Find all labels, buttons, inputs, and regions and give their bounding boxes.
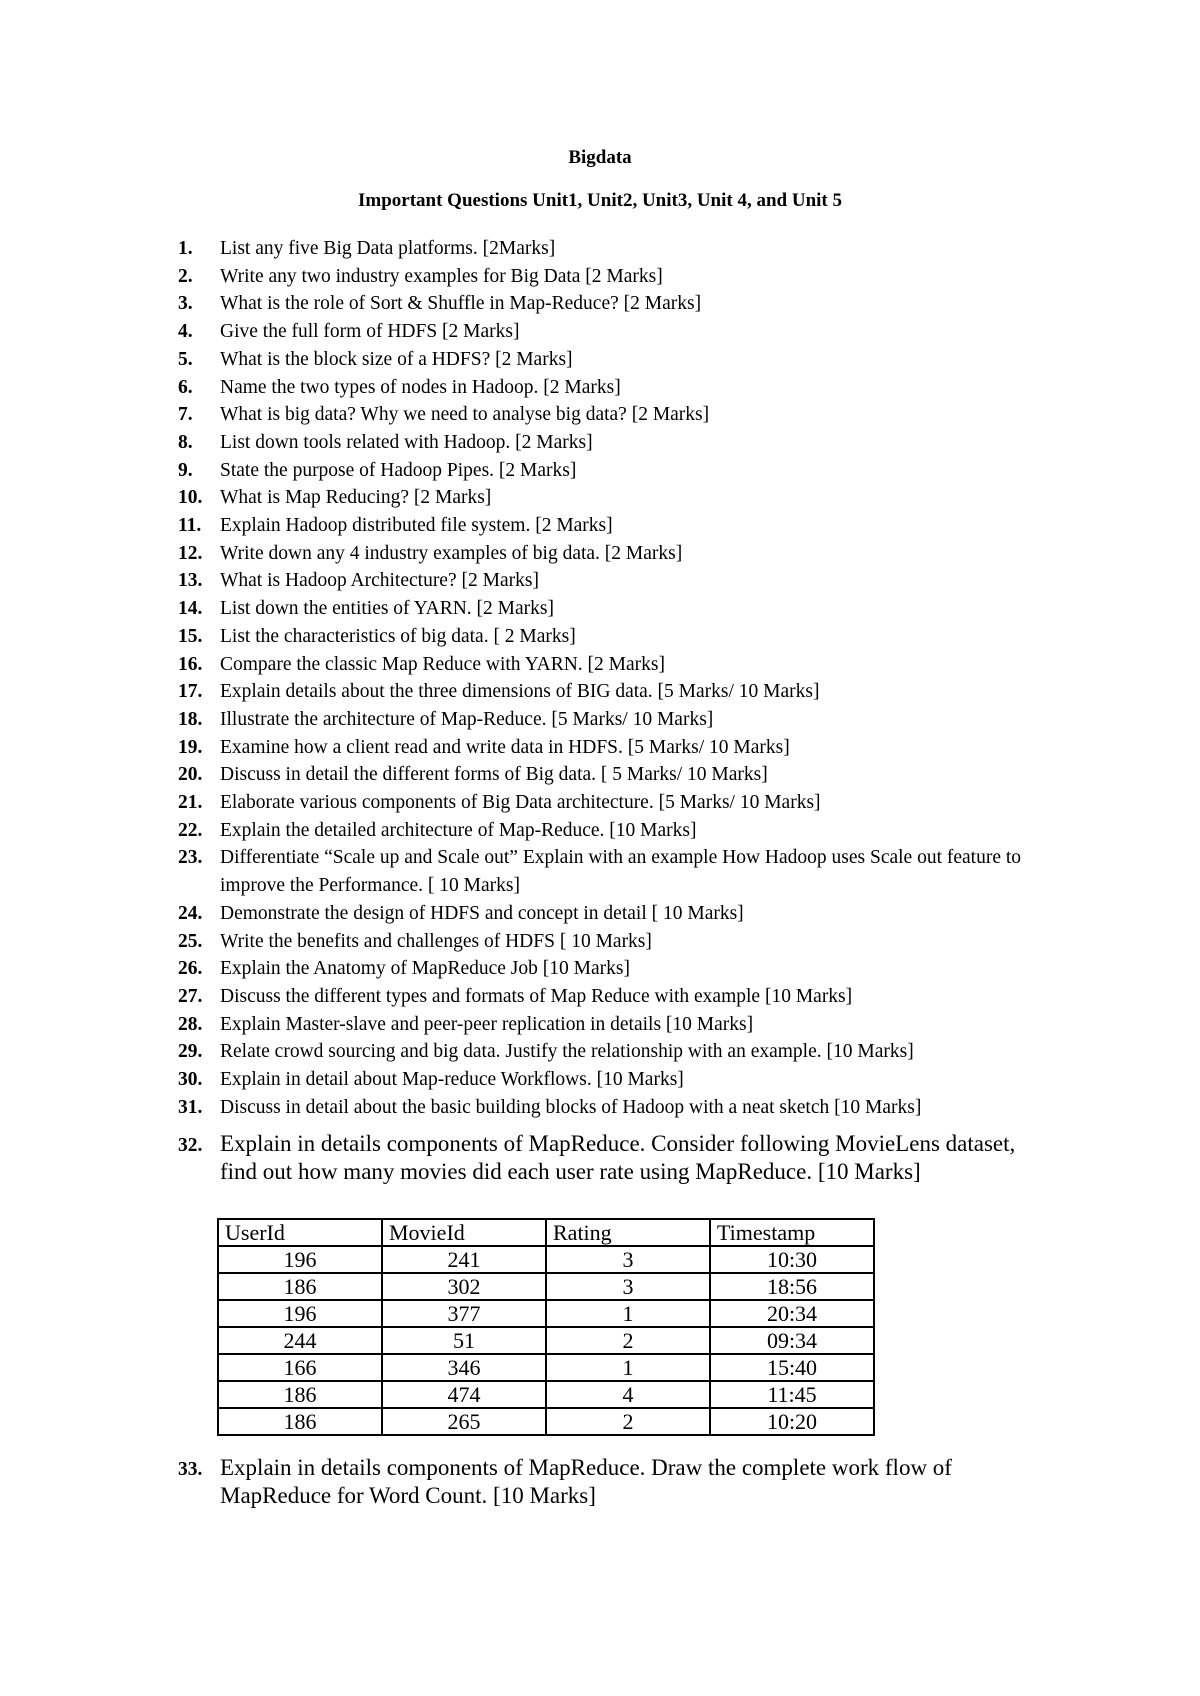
question-number: 24. — [178, 902, 203, 924]
table-cell: 196 — [218, 1300, 382, 1327]
list-item — [178, 457, 1058, 485]
question-number: 8. — [178, 431, 193, 453]
question-33 — [178, 1454, 1058, 1510]
list-item — [178, 290, 1058, 318]
question-number: 33. — [178, 1459, 203, 1480]
list-item — [178, 484, 1058, 512]
table-cell: 241 — [382, 1246, 546, 1273]
table-cell: 11:45 — [710, 1381, 874, 1408]
table-cell: 09:34 — [710, 1327, 874, 1354]
list-item — [178, 734, 1058, 762]
list-item — [178, 817, 1058, 845]
question-number: 5. — [178, 348, 193, 370]
question-text: Examine how a client read and write data in HDFS. [5 Marks/ 10 Marks] — [220, 736, 790, 758]
list-item — [178, 429, 1058, 457]
question-text: State the purpose of Hadoop Pipes. [2 Marks] — [220, 459, 577, 481]
table-row — [218, 1300, 874, 1327]
question-text: Write any two industry examples for Big Data [2 Marks] — [220, 265, 663, 287]
question-number: 16. — [178, 653, 203, 675]
question-number: 22. — [178, 819, 203, 841]
document-title: Bigdata — [568, 147, 632, 168]
question-number: 28. — [178, 1013, 203, 1035]
question-text: Explain in detail about Map-reduce Workflows. [10 Marks] — [220, 1069, 684, 1091]
question-number: 25. — [178, 930, 203, 952]
question-text: Elaborate various components of Big Data architecture. [5 Marks/ 10 Marks] — [220, 792, 821, 814]
question-text: Explain the detailed architecture of Map-Reduce. [10 Marks] — [220, 819, 697, 841]
list-item — [178, 263, 1058, 291]
list-item — [178, 761, 1058, 789]
header-rating: Rating — [546, 1219, 710, 1246]
question-number: 2. — [178, 265, 193, 287]
question-text: What is big data? Why we need to analyse big data? [2 Marks] — [220, 404, 710, 426]
list-item — [178, 512, 1058, 540]
list-item — [178, 844, 1058, 899]
question-32 — [178, 1130, 1058, 1186]
question-text: List down the entities of YARN. [2 Marks] — [220, 598, 554, 620]
table-body — [218, 1246, 874, 1435]
question-text: Differentiate “Scale up and Scale out” Explain with an example How Hadoop uses Scale out feature to improve the Performance. [ 10 Marks] — [220, 847, 1022, 897]
list-item — [178, 374, 1058, 402]
table-cell: 10:20 — [710, 1408, 874, 1435]
table-cell: 15:40 — [710, 1354, 874, 1381]
list-item — [178, 1011, 1058, 1039]
list-item — [178, 983, 1058, 1011]
question-text: Discuss in detail the different forms of Big data. [ 5 Marks/ 10 Marks] — [220, 764, 768, 786]
document-subtitle: Important Questions Unit1, Unit2, Unit3, Unit 4, and Unit 5 — [357, 190, 843, 211]
list-item — [178, 900, 1058, 928]
question-number: 30. — [178, 1069, 203, 1091]
table-row — [218, 1381, 874, 1408]
list-item — [178, 651, 1058, 679]
question-number: 7. — [178, 404, 193, 426]
table-header-row — [218, 1219, 874, 1246]
question-number: 12. — [178, 542, 203, 564]
question-text: Explain the Anatomy of MapReduce Job [10 Marks] — [220, 958, 630, 980]
question-text: Demonstrate the design of HDFS and concept in detail [ 10 Marks] — [220, 902, 744, 924]
list-item — [178, 346, 1058, 374]
question-number: 9. — [178, 459, 193, 481]
table-cell: 474 — [382, 1381, 546, 1408]
list-item — [178, 928, 1058, 956]
question-text: Explain details about the three dimensions of BIG data. [5 Marks/ 10 Marks] — [220, 681, 820, 703]
question-number: 29. — [178, 1041, 203, 1063]
question-text: Explain Master-slave and peer-peer replication in details [10 Marks] — [220, 1013, 754, 1035]
question-text: Explain in details components of MapReduce. Draw the complete work flow of MapReduce for Word Count. [10 Marks] — [220, 1455, 952, 1508]
table-cell: 244 — [218, 1327, 382, 1354]
question-number: 1. — [178, 238, 193, 259]
list-item — [178, 955, 1058, 983]
question-number: 23. — [178, 847, 203, 869]
table-cell: 346 — [382, 1354, 546, 1381]
table-cell: 166 — [218, 1354, 382, 1381]
question-text: Explain Hadoop distributed file system. [2 Marks] — [220, 515, 613, 537]
question-text: What is the block size of a HDFS? [2 Marks] — [220, 348, 573, 370]
movielens-table — [217, 1218, 875, 1436]
question-number: 4. — [178, 321, 193, 343]
table-cell: 377 — [382, 1300, 546, 1327]
table-cell: 186 — [218, 1273, 382, 1300]
list-item — [178, 595, 1058, 623]
list-item — [178, 623, 1058, 651]
question-number: 26. — [178, 958, 203, 980]
question-number: 3. — [178, 293, 193, 315]
list-item — [178, 1038, 1058, 1066]
list-item — [178, 318, 1058, 346]
table-cell: 3 — [546, 1246, 710, 1273]
question-text: List down tools related with Hadoop. [2 Marks] — [220, 431, 593, 453]
list-item — [178, 540, 1058, 568]
table-cell: 2 — [546, 1408, 710, 1435]
question-text: Discuss the different types and formats of Map Reduce with example [10 Marks] — [220, 985, 853, 1007]
table-row — [218, 1273, 874, 1300]
table-cell: 4 — [546, 1381, 710, 1408]
question-text: What is Hadoop Architecture? [2 Marks] — [220, 570, 539, 592]
question-text: Illustrate the architecture of Map-Reduce. [5 Marks/ 10 Marks] — [220, 708, 714, 730]
question-text: Discuss in detail about the basic building blocks of Hadoop with a neat sketch [10 Marks] — [220, 1096, 922, 1118]
question-text: Relate crowd sourcing and big data. Justify the relationship with an example. [10 Marks] — [220, 1041, 914, 1063]
table-cell: 1 — [546, 1300, 710, 1327]
table-row — [218, 1246, 874, 1273]
table-cell: 302 — [382, 1273, 546, 1300]
question-number: 31. — [178, 1096, 203, 1118]
question-number: 18. — [178, 708, 203, 730]
table-row — [218, 1408, 874, 1435]
table-cell: 20:34 — [710, 1300, 874, 1327]
question-number: 6. — [178, 376, 193, 398]
question-number: 32. — [178, 1135, 203, 1156]
list-item — [178, 1454, 1058, 1510]
table-cell: 265 — [382, 1408, 546, 1435]
question-text: What is the role of Sort & Shuffle in Map-Reduce? [2 Marks] — [220, 293, 702, 315]
table-cell: 10:30 — [710, 1246, 874, 1273]
list-item — [178, 567, 1058, 595]
header-userid: UserId — [218, 1219, 382, 1246]
question-number: 13. — [178, 570, 203, 592]
question-text: Write the benefits and challenges of HDFS [ 10 Marks] — [220, 930, 652, 952]
table-row — [218, 1354, 874, 1381]
table-cell: 51 — [382, 1327, 546, 1354]
question-number: 27. — [178, 985, 203, 1007]
list-item — [178, 235, 1058, 263]
table-cell: 18:56 — [710, 1273, 874, 1300]
list-item — [178, 1066, 1058, 1094]
list-item — [178, 678, 1058, 706]
question-text: Name the two types of nodes in Hadoop. [2 Marks] — [220, 376, 621, 398]
question-text: List any five Big Data platforms. [2Marks] — [220, 238, 556, 259]
table-cell: 2 — [546, 1327, 710, 1354]
list-item — [178, 1094, 1058, 1122]
question-text: What is Map Reducing? [2 Marks] — [220, 487, 492, 509]
table-cell: 196 — [218, 1246, 382, 1273]
list-item — [178, 706, 1058, 734]
table-cell: 186 — [218, 1381, 382, 1408]
table-row — [218, 1327, 874, 1354]
question-text: Compare the classic Map Reduce with YARN. [2 Marks] — [220, 653, 665, 675]
table-cell: 1 — [546, 1354, 710, 1381]
question-text: Explain in details components of MapReduce. Consider following MovieLens dataset, find out how many movies did each user rate using MapReduce. [10 Marks] — [220, 1131, 1016, 1184]
question-number: 21. — [178, 792, 203, 814]
question-number: 10. — [178, 487, 203, 509]
question-text: Give the full form of HDFS [2 Marks] — [220, 321, 520, 343]
question-list — [178, 235, 1058, 1122]
question-number: 11. — [178, 515, 202, 537]
list-item — [178, 789, 1058, 817]
question-text: Write down any 4 industry examples of big data. [2 Marks] — [220, 542, 683, 564]
list-item — [178, 1130, 1058, 1186]
header-movieid: MovieId — [382, 1219, 546, 1246]
question-number: 17. — [178, 681, 203, 703]
question-text: List the characteristics of big data. [ 2 Marks] — [220, 625, 576, 647]
question-number: 20. — [178, 764, 203, 786]
table-cell: 186 — [218, 1408, 382, 1435]
header-timestamp: Timestamp — [710, 1219, 874, 1246]
question-number: 14. — [178, 598, 203, 620]
question-number: 15. — [178, 625, 203, 647]
question-number: 19. — [178, 736, 203, 758]
list-item — [178, 401, 1058, 429]
table-cell: 3 — [546, 1273, 710, 1300]
